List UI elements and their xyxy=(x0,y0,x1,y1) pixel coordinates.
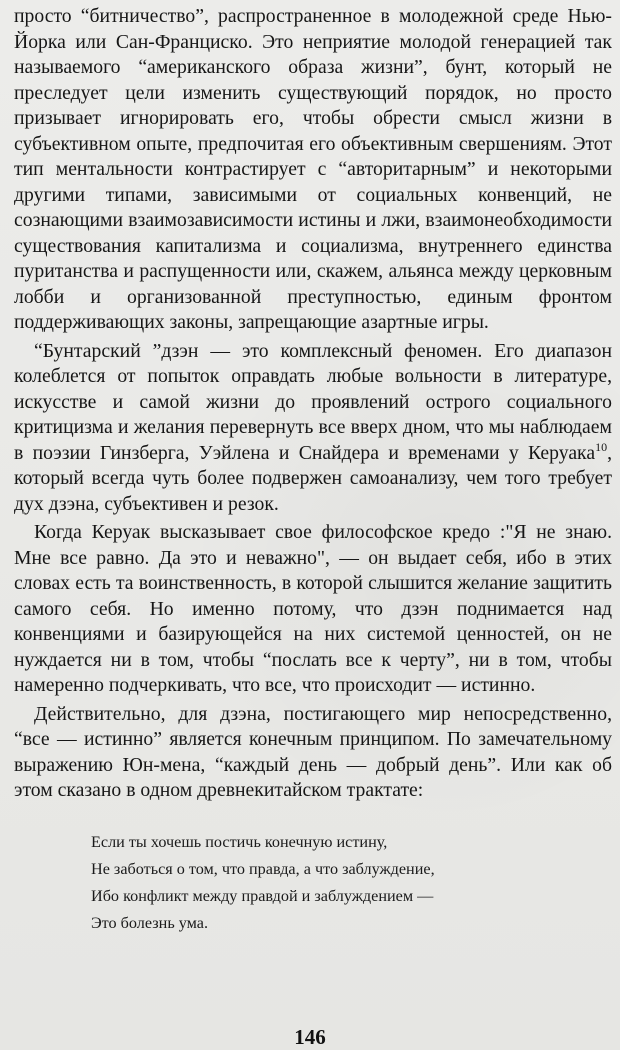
poem-line: Это болезнь ума. xyxy=(91,913,208,932)
paragraph-kerouac-credo: Когда Керуак высказывает свое философское кредо :"Я не знаю. Мне все равно. Да это и неважно", — он выдает себя, ибо в этих словах есть та воинственность, в которой слышится желание защитить самого себя. Но именно потому, что дзэн поднимается над конвенциями и базирующейся на них системой ценностей, он не нуждается ни в том, чтобы “послать все к черту”, ни в том, чтобы намеренно подчеркивать, что все, что происходит — истинно. xyxy=(14,521,612,696)
page-number: 146 xyxy=(294,1025,326,1049)
rebel-zen-text: “Бунтарский ”дзэн — это комплексный феномен. Его диапазон колеблется от попыток оправдать любые вольности в литературе, искусстве и самой жизни до проявлений острого социального критицизма и желания перевернуть все вверх дном, что мы наблюдаем в поэзии Гинзберга, Уэйлена и Снайдера и временами у Керуака xyxy=(14,339,612,464)
footnote-reference-10: 10 xyxy=(595,439,608,454)
poem-line: Ибо конфликт между правдой и заблуждением — xyxy=(91,886,434,905)
rebel-zen-continuation: , который всегда чуть более подвержен самоанализу, чем того требует дух дзэна, субъективен и резок. xyxy=(14,441,612,515)
paragraph-zen-truth: Действительно, для дзэна, постигающего мир непосредственно, “все — истинно” является конечным принципом. По замечательному выражению Юн-мена, “каждый день — добрый день”. Или как об этом сказано в одном древнекитайском трактате: xyxy=(14,702,612,801)
poem-line: Не заботься о том, что правда, а что заблуждение, xyxy=(91,859,435,878)
ancient-chinese-treatise-quote xyxy=(91,829,612,937)
poem-line: Если ты хочешь постичь конечную истину, xyxy=(91,832,388,851)
paragraph-beatnik-definition: просто “битничество”, распространенное в молодежной среде Нью-Йорка или Сан-Франциско. Это неприятие молодой генерацией так называемого “американского образа жизни”, бунт, который не преследует цели изменить существующий порядок, но просто призывает игнорировать его, чтобы обрести смысл жизни в субъективном опыте, предпочитая его объективным свершениям. Этот тип ментальности контрастирует с “авторитарным” и некоторыми другими типами, зависимыми от социальных конвенций, не сознающими взаимозависимости истины и лжи, взаимонеобходимости существования капитализма и социализма, внутреннего единства пуританства и распущенности или, скажем, альянса между церковным лобби и организованной преступностью, единым фронтом поддерживающих законы, запрещающие азартные игры. xyxy=(14,5,612,333)
paragraph-rebel-zen xyxy=(14,339,612,518)
